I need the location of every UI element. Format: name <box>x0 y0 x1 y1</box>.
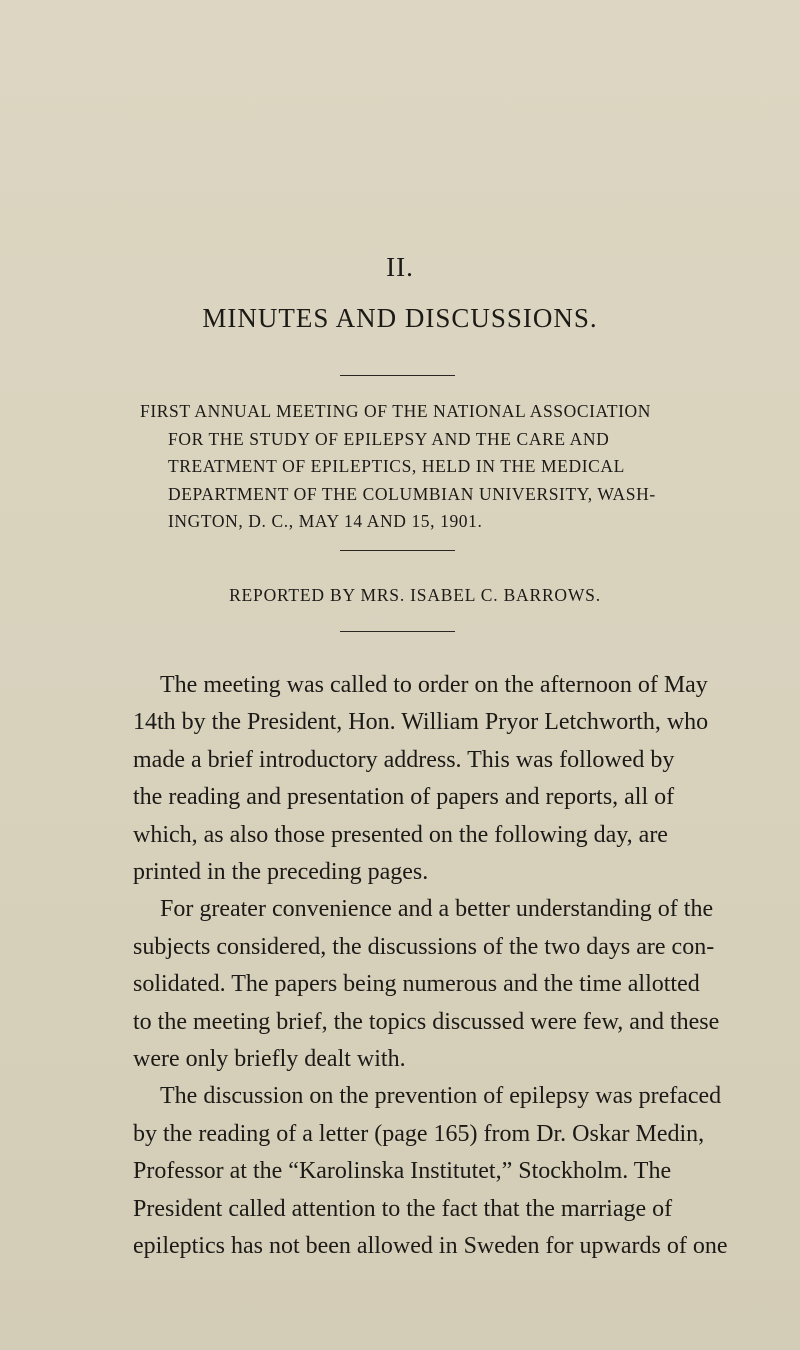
meeting-description-line: INGTON, D. C., MAY 14 AND 15, 1901. <box>168 511 483 531</box>
body-line: Professor at the “Karolinska Institutet,” Stockholm. The <box>133 1158 672 1185</box>
body-line: the reading and presentation of papers and reports, all of <box>133 784 675 811</box>
divider-rule <box>340 375 455 376</box>
divider-rule <box>340 631 455 632</box>
body-line: President called attention to the fact that the marriage of <box>133 1195 673 1222</box>
body-line: subjects considered, the discussions of the two days are con- <box>133 933 715 960</box>
reported-by: REPORTED BY MRS. ISABEL C. BARROWS. <box>229 585 601 605</box>
meeting-description-line: FOR THE STUDY OF EPILEPSY AND THE CARE AND <box>168 428 610 449</box>
body-line: 14th by the President, Hon. William Pryor Letchworth, who <box>133 709 709 736</box>
body-line: The meeting was called to order on the afternoon of May <box>160 672 708 698</box>
body-line: printed in the preceding pages. <box>133 859 429 886</box>
body-line: made a brief introductory address. This was followed by <box>133 746 675 773</box>
body-line: by the reading of a letter (page 165) from Dr. Oskar Medin, <box>133 1120 705 1147</box>
body-line: to the meeting brief, the topics discussed were few, and these <box>133 1008 720 1035</box>
meeting-description-line: FIRST ANNUAL MEETING OF THE NATIONAL ASSOCIATION <box>140 401 652 421</box>
body-text <box>133 667 793 1266</box>
body-line: The discussion on the prevention of epilepsy was prefaced <box>160 1083 722 1110</box>
body-line: epileptics has not been allowed in Sweden for upwards of one <box>133 1233 728 1260</box>
chapter-title: MINUTES AND DISCUSSIONS. <box>202 303 598 333</box>
meeting-description <box>140 398 780 536</box>
body-line: which, as also those presented on the following day, are <box>133 821 668 848</box>
divider-rule <box>340 550 455 551</box>
body-line: were only briefly dealt with. <box>133 1046 406 1073</box>
chapter-number: II. <box>386 252 414 282</box>
meeting-description-line: TREATMENT OF EPILEPTICS, HELD IN THE MEDICAL <box>168 456 625 476</box>
meeting-description-line: DEPARTMENT OF THE COLUMBIAN UNIVERSITY, WASH- <box>168 483 656 504</box>
body-line: For greater convenience and a better understanding of the <box>160 896 714 923</box>
body-line: solidated. The papers being numerous and the time allotted <box>133 971 700 998</box>
